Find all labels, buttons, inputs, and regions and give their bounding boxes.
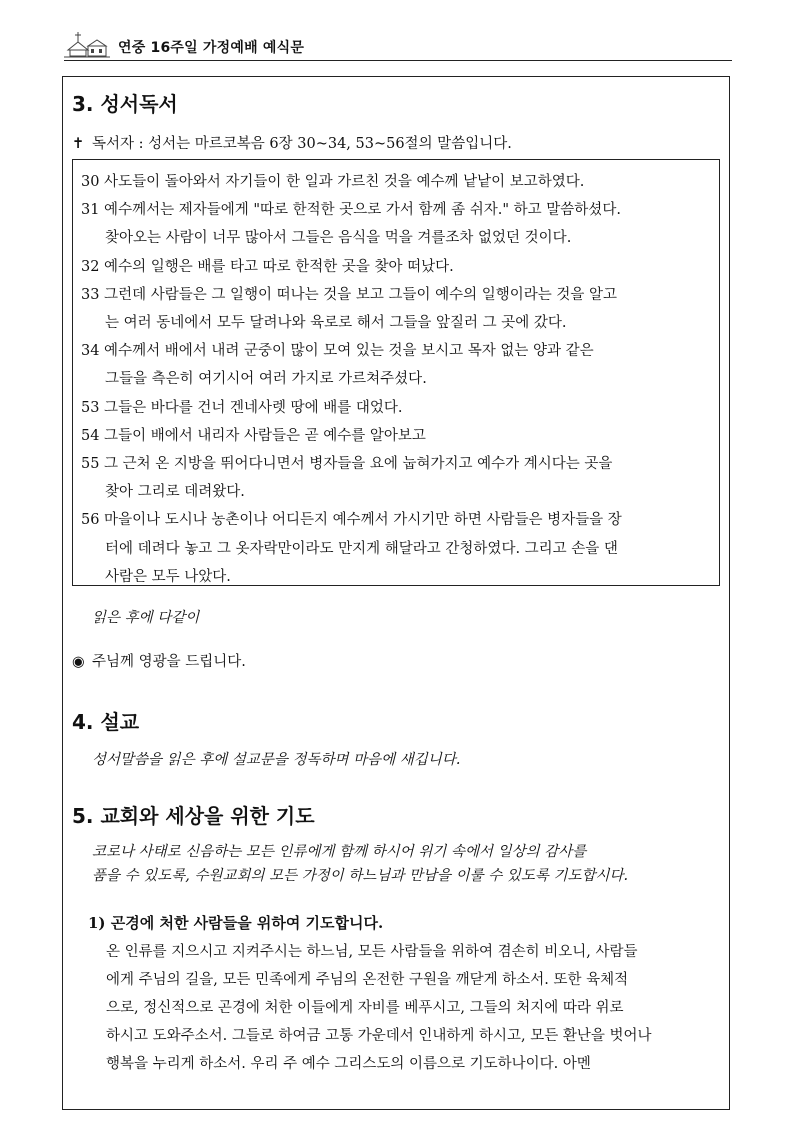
prayer-line: 으로, 정신적으로 곤경에 처한 이들에게 자비를 베푸시고, 그들의 처지에 따라 위로 xyxy=(106,1000,624,1016)
verse-line: 31 예수께서는 제자들에게 "따로 한적한 곳으로 가서 함께 좀 쉬자." 하고 말씀하셨다. xyxy=(81,202,621,219)
verse-line: 53 그들은 바다를 건너 겐네사렛 땅에 배를 대었다. xyxy=(81,399,403,416)
scripture-box xyxy=(72,159,720,586)
response-line xyxy=(72,650,246,671)
section-heading-reading: 3. 성서독서 xyxy=(72,92,178,116)
reader-line xyxy=(72,132,512,153)
cross-icon: ✝ xyxy=(72,136,85,152)
prayer-intro-line-2: 품을 수 있도록, 수원교회의 모든 가정이 하느님과 만남을 이룰 수 있도록 기도합시다. xyxy=(92,868,629,884)
prayer-line: 에게 주님의 길을, 모든 민족에게 주님의 온전한 구원을 깨닫게 하소서. 또한 육체적 xyxy=(106,972,629,988)
prayer-title: 1) 곤경에 처한 사람들을 위하여 기도합니다. xyxy=(88,914,384,932)
reader-text: 독서자 : 성서는 마르코복음 6장 30~34, 53~56절의 말씀입니다. xyxy=(92,136,512,152)
verse-continuation: 그들을 측은히 여기시어 여러 가지로 가르쳐주셨다. xyxy=(105,371,427,388)
verse-line: 34 예수께서 배에서 내려 군중이 많이 모여 있는 것을 보시고 목자 없는 양과 같은 xyxy=(81,343,594,360)
verse-line: 55 그 근처 온 지방을 뛰어다니면서 병자들을 요에 눕혀가지고 예수가 계시다는 곳을 xyxy=(81,456,613,472)
church-logo-icon xyxy=(64,30,110,58)
section-heading-sermon: 4. 설교 xyxy=(72,710,140,734)
verse-line: 32 예수의 일행은 배를 타고 따로 한적한 곳을 찾아 떠났다. xyxy=(81,258,454,275)
verse-continuation: 찾아오는 사람이 너무 많아서 그들은 음식을 먹을 겨를조차 없었던 것이다. xyxy=(105,230,572,247)
verse-line: 30 사도들이 돌아와서 자기들이 한 일과 가르친 것을 예수께 낱낱이 보고하였다. xyxy=(81,174,585,190)
section-heading-prayer: 5. 교회와 세상을 위한 기도 xyxy=(72,804,315,828)
prayer-line: 하시고 도와주소서. 그들로 하여금 고통 가운데서 인내하게 하시고, 모든 환난을 벗어나 xyxy=(106,1028,652,1044)
response-text: 주님께 영광을 드립니다. xyxy=(92,654,246,670)
verse-line: 54 그들이 배에서 내리자 사람들은 곧 예수를 알아보고 xyxy=(81,427,426,444)
verse-continuation: 찾아 그리로 데려왔다. xyxy=(105,484,245,501)
verse-line: 33 그런데 사람들은 그 일행이 떠나는 것을 보고 그들이 예수의 일행이라는 것을 알고 xyxy=(81,286,617,303)
verse-continuation: 터에 데려다 놓고 그 옷자락만이라도 만지게 해달라고 간청하였다. 그리고 손을 댄 xyxy=(105,540,618,557)
document-title: 연중 16주일 가정예배 예식문 xyxy=(118,40,305,56)
sermon-instruction: 성서말씀을 읽은 후에 설교문을 정독하며 마음에 새깁니다. xyxy=(92,752,461,768)
verse-line: 56 마을이나 도시나 농촌이나 어디든지 예수께서 가시기만 하면 사람들은 병자들을 장 xyxy=(81,512,622,529)
page-header xyxy=(64,28,732,60)
verse-continuation: 사람은 모두 나았다. xyxy=(105,568,231,585)
verse-continuation: 는 여러 동네에서 모두 달려나와 육로로 해서 그들을 앞질러 그 곳에 갔다. xyxy=(105,315,567,331)
header-rule xyxy=(64,60,732,61)
bullet-icon: ◉ xyxy=(72,654,85,670)
after-reading-note: 읽은 후에 다같이 xyxy=(92,610,200,626)
prayer-intro-line-1: 코로나 사태로 신음하는 모든 인류에게 함께 하시어 위기 속에서 일상의 감사를 xyxy=(92,844,587,860)
prayer-line: 행복을 누리게 하소서. 우리 주 예수 그리스도의 이름으로 기도하나이다. 아멘 xyxy=(106,1056,591,1072)
prayer-line: 온 인류를 지으시고 지켜주시는 하느님, 모든 사람들을 위하여 겸손히 비오니, 사람들 xyxy=(106,944,638,960)
